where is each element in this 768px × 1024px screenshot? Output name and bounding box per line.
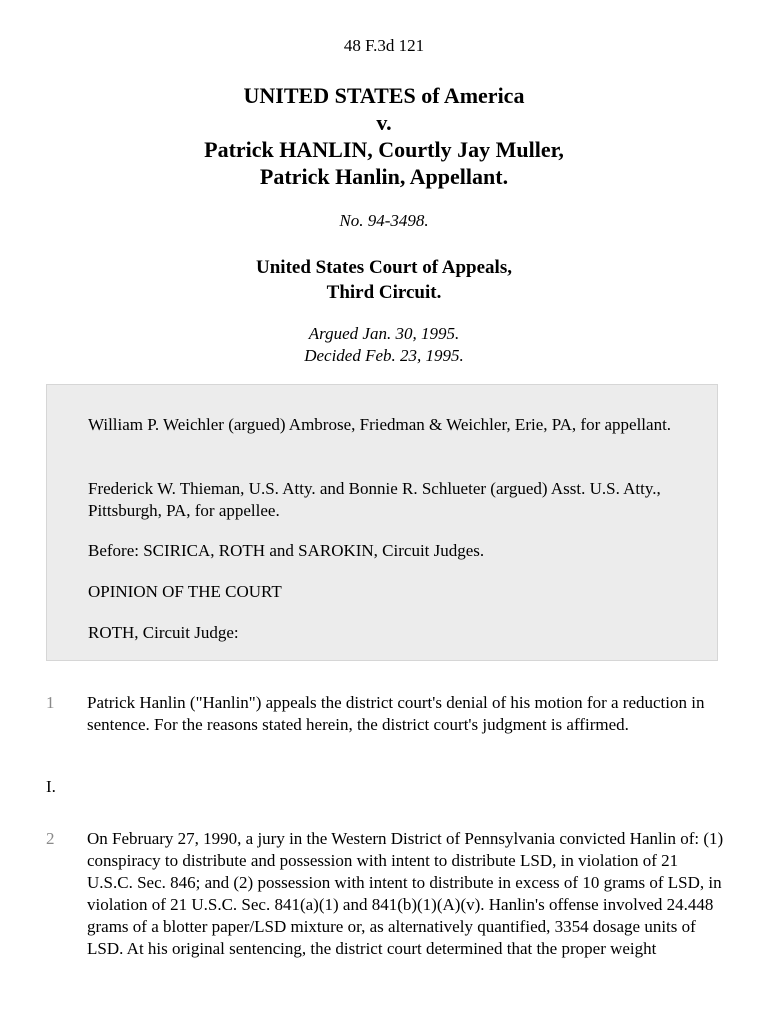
opinion-heading: OPINION OF THE COURT — [88, 582, 282, 601]
opinion-author: ROTH, Circuit Judge: — [88, 623, 239, 642]
court-name — [0, 255, 768, 305]
citation: 48 F.3d 121 — [343, 36, 425, 55]
counsel-appellee: Frederick W. Thieman, U.S. Atty. and Bonnie R. Schlueter (argued) Asst. U.S. Atty., Pittsburgh, PA, for appellee. — [88, 479, 661, 520]
paragraph-number: 2 — [46, 829, 55, 848]
panel-judges: Before: SCIRICA, ROTH and SAROKIN, Circuit Judges. — [88, 541, 485, 560]
case-dates — [0, 323, 768, 367]
case-title — [0, 82, 768, 190]
counsel-appellant: William P. Weichler (argued) Ambrose, Friedman & Weichler, Erie, PA, for appellant. — [88, 415, 672, 434]
paragraph-text: On February 27, 1990, a jury in the Western District of Pennsylvania convicted Hanlin of: (1) conspiracy to distribute and possession with intent to distribute LSD, in violation of 21 U.S.C. Sec. 846; and (2) possession with intent to distribute in excess of 10 grams of LSD, in violation of 21 U.S.C. Sec. 841(a)(1) and 841(b)(1)(A)(v). Hanlin's offense involved 24.448 grams of a blotter paper/LSD mixture or, as alternatively quantified, 3354 dosage units of LSD. At his original sentencing, the district court determined that the proper weight — [87, 829, 724, 958]
case-title-line-3: Patrick HANLIN, Courtly Jay Muller, — [204, 137, 564, 162]
case-header-box — [46, 384, 718, 661]
court-name-line-2: Third Circuit. — [326, 282, 442, 303]
docket-number: No. 94-3498. — [339, 211, 429, 230]
paragraph-text: Patrick Hanlin ("Hanlin") appeals the district court's denial of his motion for a reduction in sentence. For the reasons stated herein, the district court's judgment is affirmed. — [87, 693, 705, 734]
court-name-line-1: United States Court of Appeals, — [256, 257, 512, 278]
case-title-line-4: Patrick Hanlin, Appellant. — [259, 164, 509, 189]
case-title-line-1: UNITED STATES of America — [243, 83, 525, 108]
argued-date: Argued Jan. 30, 1995. — [308, 324, 460, 343]
case-title-line-2: v. — [376, 110, 392, 135]
section-heading: I. — [46, 777, 56, 796]
paragraph-number: 1 — [46, 693, 55, 712]
decided-date: Decided Feb. 23, 1995. — [304, 346, 464, 365]
